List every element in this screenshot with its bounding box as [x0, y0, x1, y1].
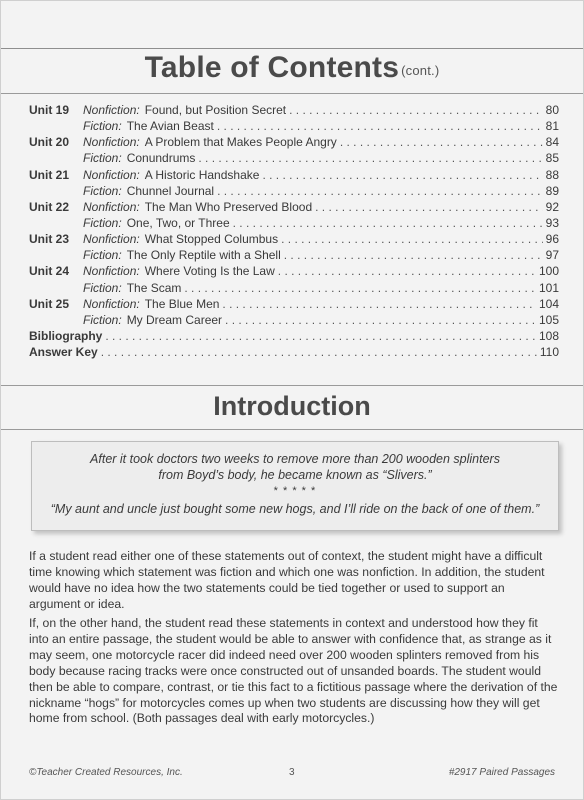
toc-row[interactable]	[29, 199, 559, 215]
entry-title: The Man Who Preserved Blood	[144, 199, 313, 214]
dot-leader	[281, 231, 543, 247]
unit-label: Unit 25	[29, 296, 70, 311]
toc-heading	[1, 51, 583, 85]
dot-leader	[340, 134, 543, 150]
entry-page: 110	[539, 345, 559, 360]
entry-kind: Nonfiction:	[83, 103, 140, 117]
entry-kind: Fiction:	[83, 280, 122, 295]
separator-stars: * * * * *	[273, 485, 317, 497]
dot-leader	[284, 247, 543, 263]
toc-row[interactable]	[29, 134, 559, 150]
unit-label: Unit 20	[29, 135, 70, 150]
unit-label: Unit 24	[29, 264, 70, 279]
toc-row-answer-key[interactable]	[29, 344, 559, 360]
entry-title: Bibliography	[29, 328, 103, 343]
toc-row[interactable]	[29, 150, 559, 166]
entry-kind: Fiction:	[83, 215, 122, 230]
dot-leader	[225, 312, 536, 328]
entry-kind: Fiction:	[83, 183, 122, 198]
toc-row[interactable]	[29, 263, 559, 279]
dot-leader	[198, 150, 542, 166]
unit-label: Unit 19	[29, 103, 70, 117]
intro-title: Introduction	[213, 391, 371, 421]
quote-two: “My aunt and uncle just bought some new hogs, and I’ll ride on the back of one of them.”	[50, 502, 540, 516]
entry-title: What Stopped Columbus	[144, 232, 279, 247]
entry-page: 96	[545, 232, 559, 247]
toc-cont-label: (cont.)	[401, 63, 440, 78]
entry-page: 101	[538, 280, 559, 295]
entry-kind: Nonfiction:	[83, 264, 140, 279]
entry-page: 105	[538, 312, 559, 327]
entry-kind: Nonfiction:	[83, 135, 140, 150]
entry-page: 81	[545, 119, 559, 134]
intro-divider-top	[1, 385, 583, 386]
entry-page: 92	[545, 199, 559, 214]
toc-row-bibliography[interactable]	[29, 328, 559, 344]
dot-leader	[105, 328, 536, 344]
entry-page: 93	[545, 215, 559, 230]
dot-leader	[222, 296, 536, 312]
toc-row[interactable]	[29, 183, 559, 199]
toc-divider	[1, 93, 583, 94]
entry-title: One, Two, or Three	[126, 215, 230, 230]
dot-leader	[101, 344, 537, 360]
toc-row[interactable]	[29, 312, 559, 328]
toc-title: Table of Contents	[144, 51, 400, 84]
entry-page: 85	[545, 151, 559, 166]
entry-kind: Nonfiction:	[83, 296, 140, 311]
toc-row[interactable]	[29, 215, 559, 231]
entry-kind: Fiction:	[83, 248, 122, 263]
entry-page: 80	[545, 103, 559, 117]
table-of-contents	[29, 102, 559, 360]
quote-one	[32, 451, 558, 483]
dot-leader	[315, 199, 543, 215]
toc-row[interactable]	[29, 102, 559, 118]
top-divider	[1, 48, 583, 49]
entry-page: 108	[538, 328, 559, 343]
intro-paragraph-1: If a student read either one of these statements out of context, the student might have a difficult time knowing which statement was fiction and which one was nonfiction. In addition, the student would have no idea how the two statements could be tied together or used to support an argument or idea.	[29, 549, 545, 611]
entry-page: 84	[545, 135, 559, 150]
intro-paragraph-2: If, on the other hand, the student read these statements in context and understood how they fit into an entire passage, the student would be able to answer with confidence that, as strange as it may seem, one motorcycle racer did indeed need over 200 wooden splinters removed from his body because racing tracks were once constructed out of unsanded boards. The student would then be able to compare, contrast, or tie this fact to a fictitious passage where the derivation of the nickname “hogs” for motorcycles comes up when two students are discussing how they will get home from school. (Both passages deal with early motorcycles.)	[29, 616, 558, 726]
toc-row[interactable]	[29, 280, 559, 296]
entry-title: Conundrums	[126, 151, 196, 166]
dot-leader	[233, 215, 543, 231]
entry-kind: Fiction:	[83, 312, 122, 327]
quote-one-line1: After it took doctors two weeks to remove more than 200 wooden splinters	[90, 452, 500, 466]
entry-title: Where Voting Is the Law	[144, 264, 275, 279]
entry-title: A Problem that Makes People Angry	[144, 135, 337, 150]
entry-kind: Nonfiction:	[83, 199, 140, 214]
entry-kind: Fiction:	[83, 151, 122, 166]
quote-one-line2: from Boyd’s body, he became known as “Slivers.”	[158, 468, 432, 482]
entry-kind: Nonfiction:	[83, 167, 140, 182]
entry-title: The Only Reptile with a Shell	[126, 248, 281, 263]
entry-title: The Blue Men	[144, 296, 220, 311]
quote-box	[31, 441, 559, 531]
footer-book-title: #2917 Paired Passages	[448, 767, 555, 778]
toc-row[interactable]	[29, 167, 559, 183]
entry-title: Answer Key	[29, 345, 98, 360]
toc-row[interactable]	[29, 118, 559, 134]
entry-title: Found, but Position Secret	[144, 103, 287, 117]
entry-page: 100	[538, 264, 559, 279]
entry-title: Chunnel Journal	[126, 183, 215, 198]
unit-label: Unit 22	[29, 199, 70, 214]
dot-leader	[278, 263, 536, 279]
entry-kind: Nonfiction:	[83, 232, 140, 247]
dot-leader	[184, 280, 536, 296]
dot-leader	[217, 183, 543, 199]
dot-leader	[217, 118, 543, 134]
entry-kind: Fiction:	[83, 119, 122, 134]
toc-row[interactable]	[29, 296, 559, 312]
toc-row[interactable]	[29, 231, 559, 247]
unit-label: Unit 23	[29, 232, 70, 247]
footer-copyright: ©Teacher Created Resources, Inc.	[29, 767, 183, 778]
entry-page: 88	[545, 167, 559, 182]
entry-page: 97	[545, 248, 559, 263]
entry-page: 89	[545, 183, 559, 198]
entry-title: The Avian Beast	[126, 119, 214, 134]
entry-page: 104	[538, 296, 559, 311]
toc-row[interactable]	[29, 247, 559, 263]
entry-title: A Historic Handshake	[144, 167, 260, 182]
intro-divider-bottom	[1, 429, 583, 430]
dot-leader	[289, 102, 543, 118]
footer-page-number: 3	[289, 767, 295, 778]
entry-title: The Scam	[126, 280, 182, 295]
entry-title: My Dream Career	[126, 312, 223, 327]
dot-leader	[262, 167, 542, 183]
unit-label: Unit 21	[29, 167, 70, 182]
